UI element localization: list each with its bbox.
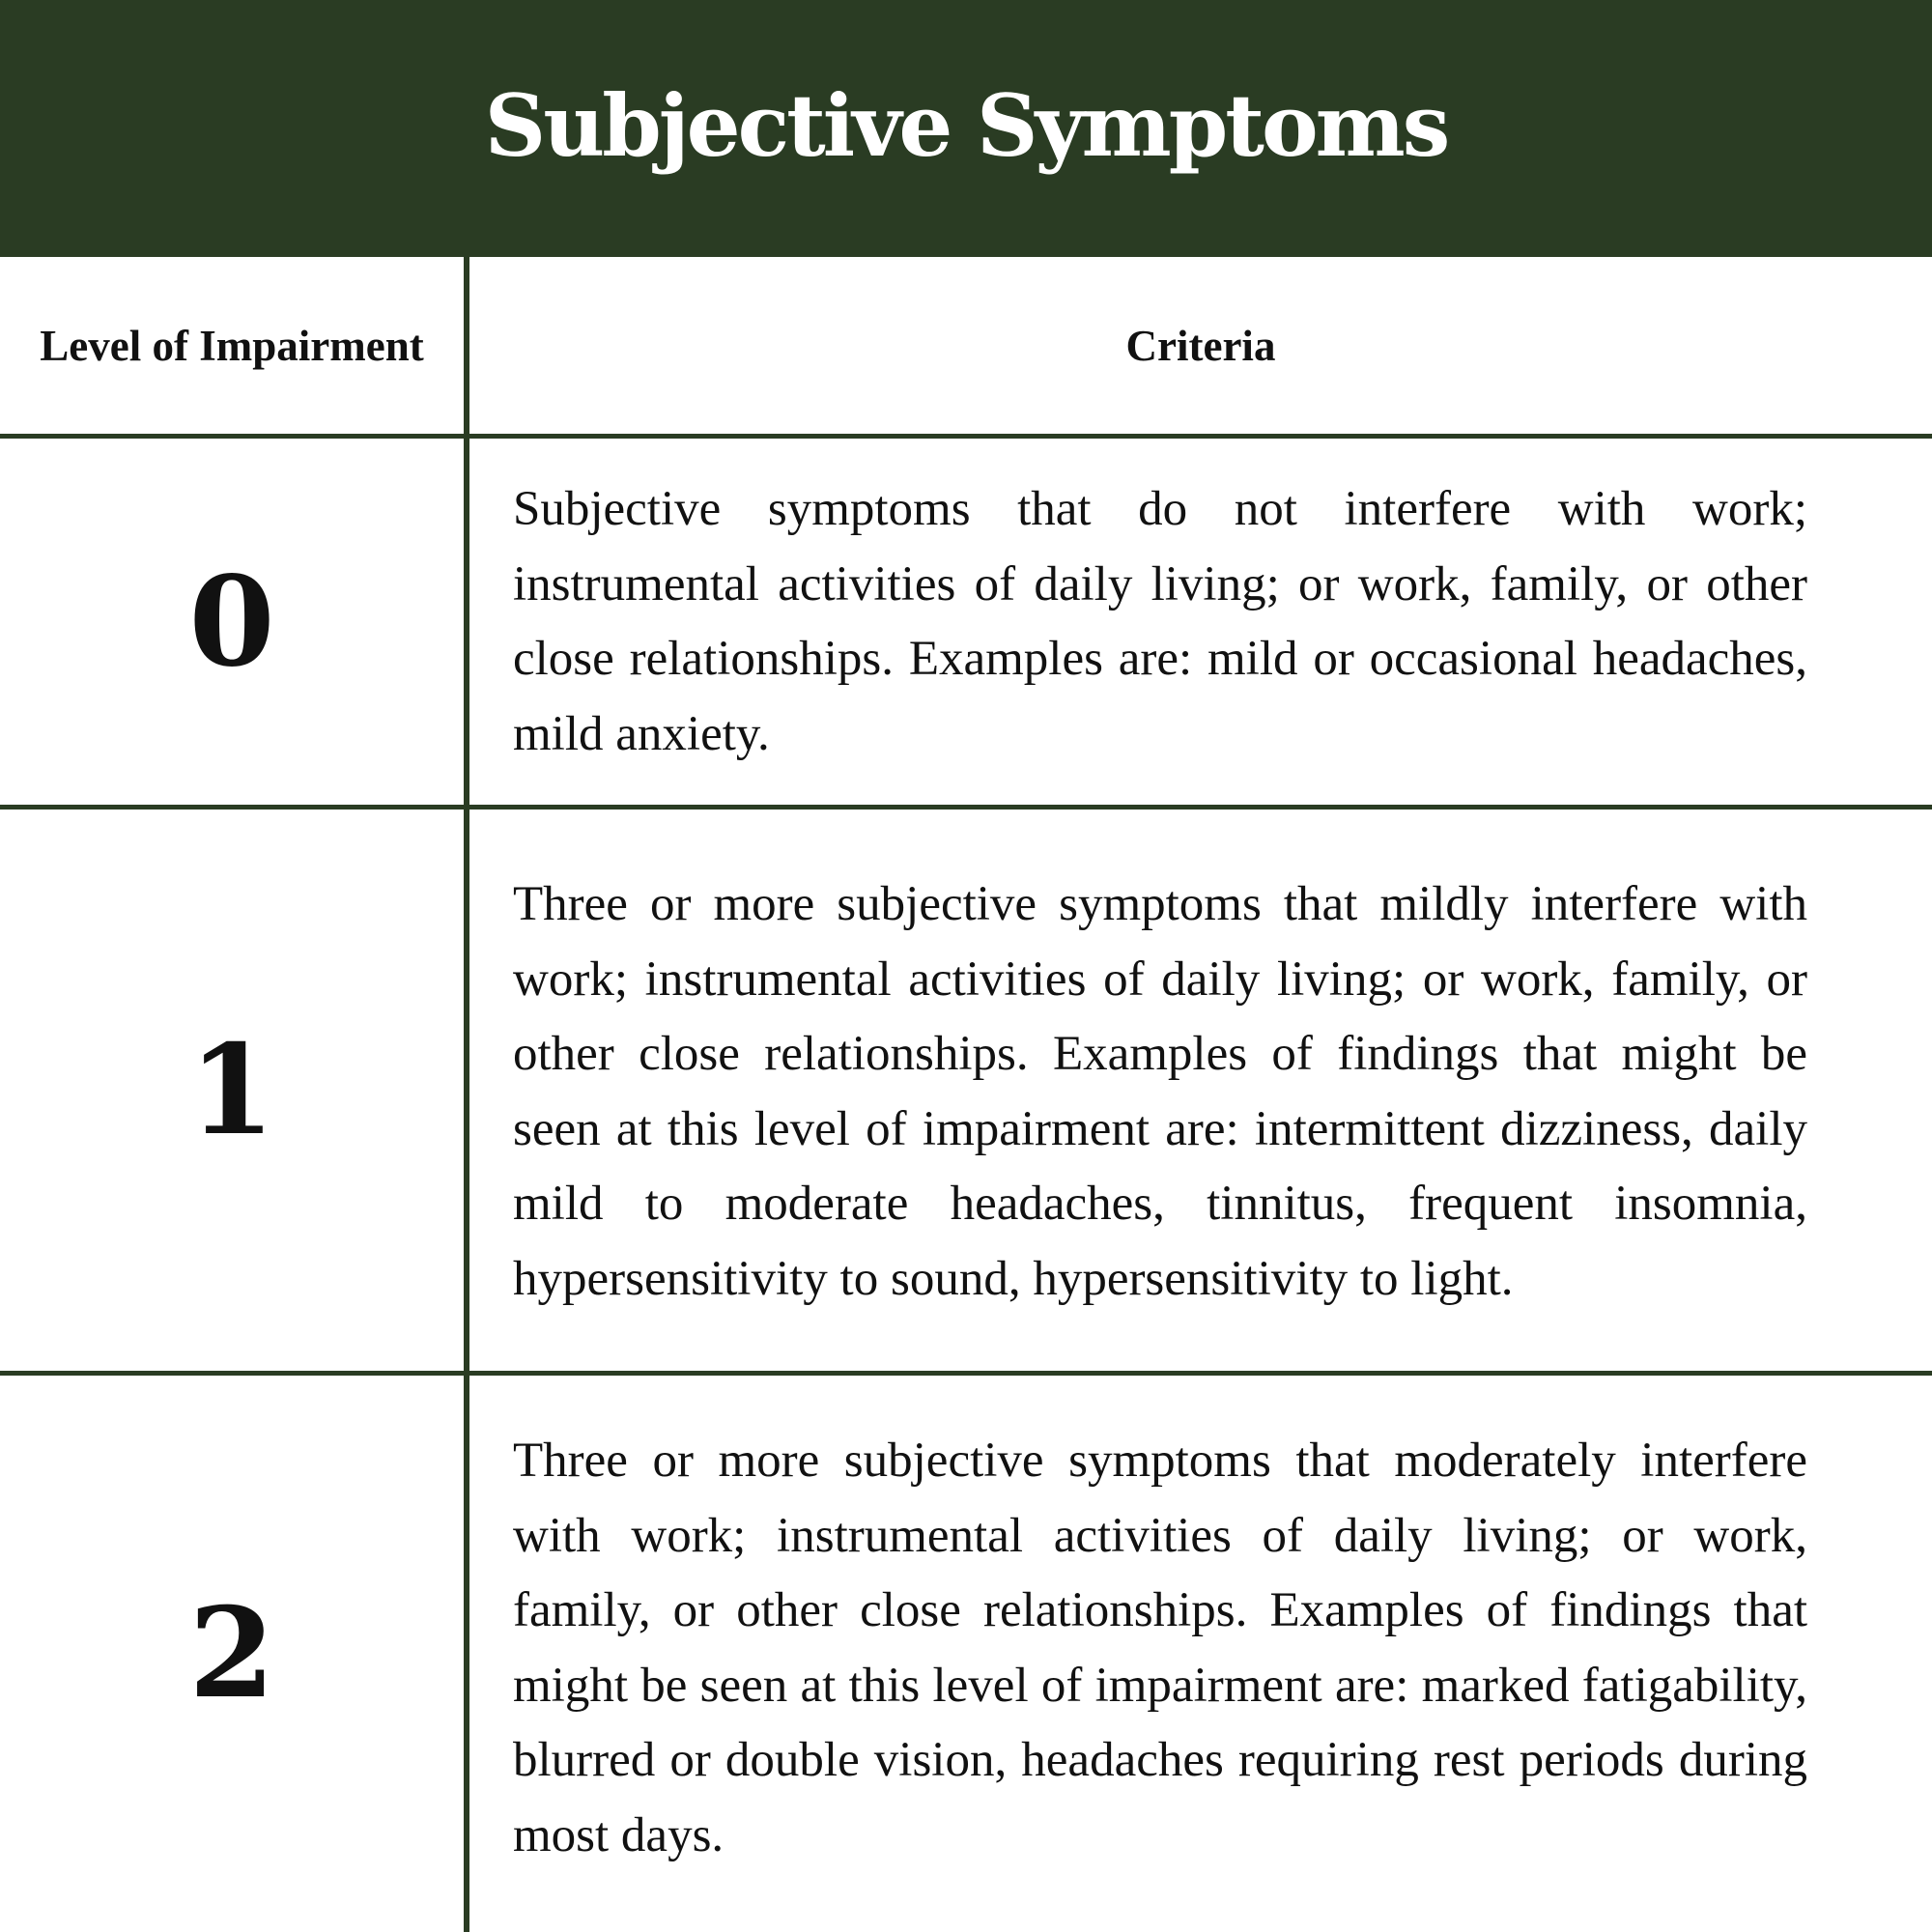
criteria-text-0: Subjective symptoms that do not interfere with work; instrumental activities of daily living; or work, family, or other close relationships. Examples are: mild or occasional headaches, mild anxiety.	[513, 482, 1807, 761]
criteria-text-1: Three or more subjective symptoms that mildly interfere with work; instrumental activities of daily living; or work, family, or other close relationships. Examples of findings that might be seen at this level of impairment are: intermittent dizziness, daily mild to moderate headaches, tinnitus, frequent insomnia, hypersensitivity to sound, hypersensitivity to light.	[513, 877, 1807, 1306]
criteria-text-2: Three or more subjective symptoms that moderately interfere with work; instrumental activities of daily living; or work, family, or other close relationships. Examples of findings that might be seen at this level of impairment are: marked fatigability, blurred or double vision, headaches requiring rest periods during most days.	[513, 1434, 1807, 1862]
column-divider	[464, 257, 469, 1932]
column-header-level: Level of Impairment	[40, 321, 424, 370]
impairment-level-0: 0	[188, 549, 275, 695]
page-title: Subjective Symptoms	[484, 75, 1448, 176]
impairment-level-2: 2	[188, 1581, 275, 1726]
impairment-level-1: 1	[188, 1017, 275, 1163]
title-banner	[0, 0, 1932, 257]
column-header-criteria: Criteria	[1125, 321, 1276, 370]
